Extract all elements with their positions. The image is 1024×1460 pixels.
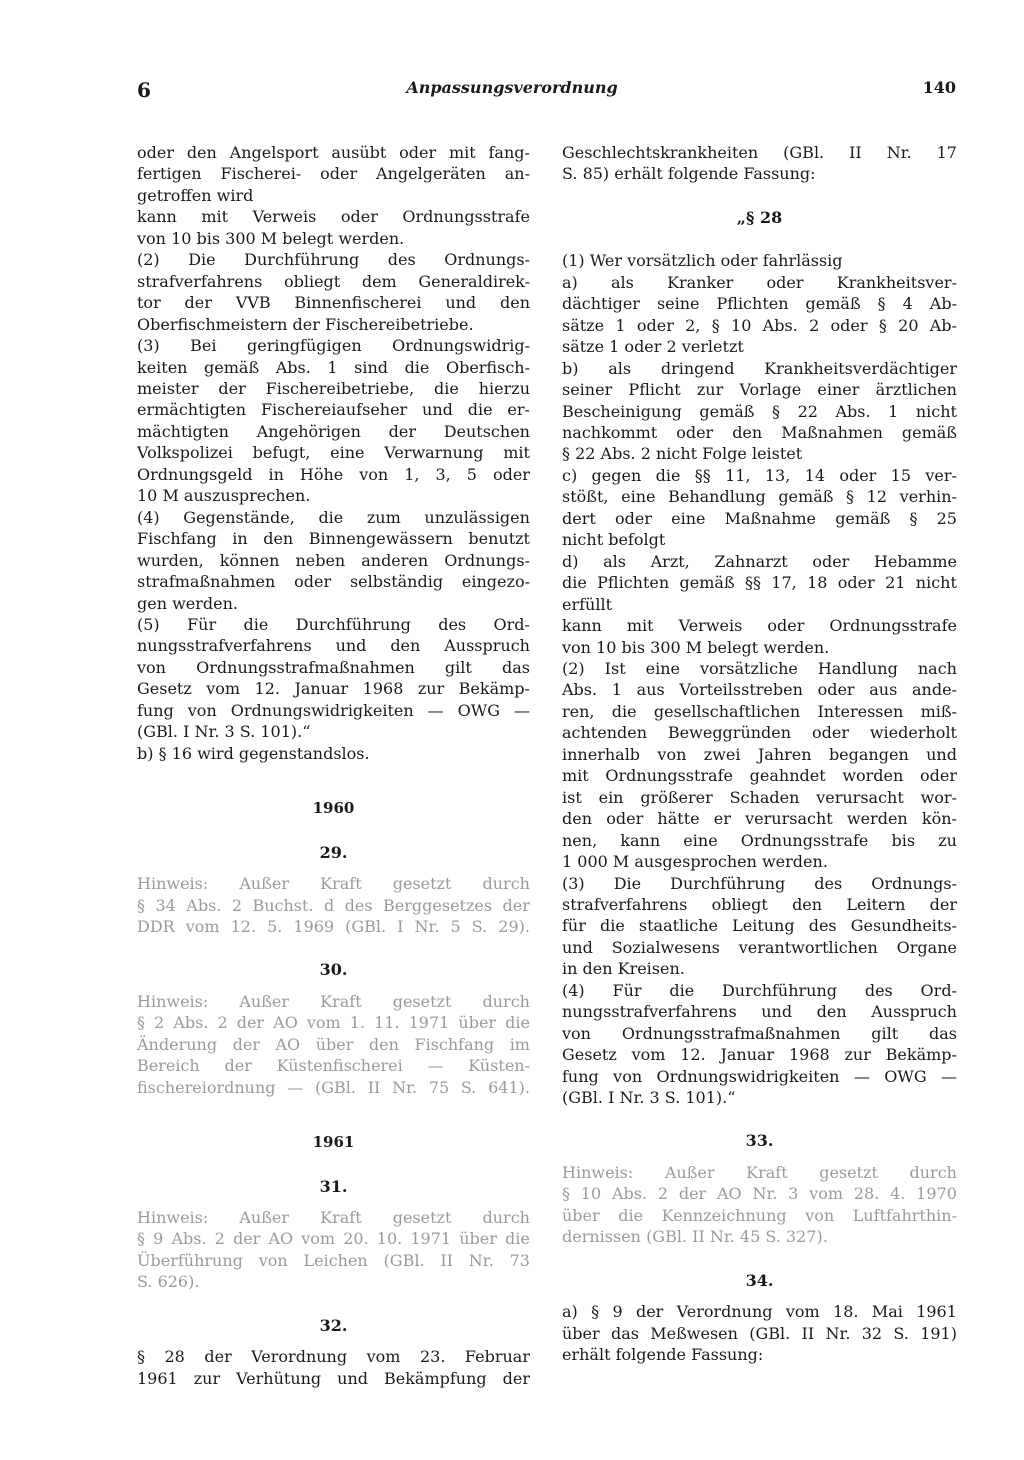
text-line: oder den Angelsport ausübt oder mit fang-	[137, 143, 530, 162]
text-line: nicht befolgt	[562, 530, 666, 550]
text-line: seiner Pflicht zur Vorlage einer ärztlichen	[562, 380, 957, 400]
section-number: 6	[137, 78, 151, 102]
text-line: (3) Bei geringfügigen Ordnungswidrig-	[137, 336, 530, 356]
spacer	[562, 1248, 957, 1270]
text-line: von Ordnungsstrafmaßnahmen gilt das	[562, 1023, 957, 1043]
text-line: S. 85) erhält folgende Fassung:	[562, 164, 816, 184]
text-line: wurden, können neben anderen Ordnungs-	[137, 550, 530, 570]
text-line: kann mit Verweis oder Ordnungsstrafe	[137, 207, 530, 227]
text-line: kann mit Verweis oder Ordnungsstrafe	[562, 616, 957, 636]
text-line: Oberfischmeistern der Fischereibetriebe.	[137, 314, 474, 334]
text-line: b) § 16 wird gegenstandslos.	[137, 743, 370, 763]
text-line: Volkspolizei befugt, eine Verwarnung mit	[137, 443, 530, 463]
repeal-note-line: Änderung der AO über den Fischfang im	[137, 1034, 530, 1054]
text-line: strafmaßnahmen oder selbständig eingezo-	[137, 572, 530, 592]
text-line: nen, kann eine Ordnungsstrafe bis zu	[562, 830, 957, 850]
text-line: mächtigten Angehörigen der Deutschen	[137, 421, 530, 441]
text-line: 10 M auszusprechen.	[137, 486, 311, 506]
repeal-note-line: Hinweis: Außer Kraft gesetzt durch	[137, 991, 530, 1011]
spacer	[137, 1293, 530, 1315]
repeal-note-line: Hinweis: Außer Kraft gesetzt durch	[137, 874, 530, 894]
text-line: fung von Ordnungswidrigkeiten — OWG —	[137, 700, 530, 720]
text-line: nungsstrafverfahrens und den Ausspruch	[562, 1002, 957, 1022]
repeal-note-line: Bereich der Küstenfischerei — Küsten-	[137, 1056, 530, 1076]
page-number: 140	[922, 78, 956, 97]
text-line: innerhalb von zwei Jahren begangen und	[562, 744, 957, 764]
text-line: in den Kreisen.	[562, 959, 685, 979]
text-line: Fischfang in den Binnengewässern benutzt	[137, 529, 530, 549]
text-line: c) gegen die §§ 11, 13, 14 oder 15 ver-	[562, 465, 957, 485]
text-line: (GBl. I Nr. 3 S. 101).“	[562, 1088, 736, 1108]
text-line: dächtiger seine Pflichten gemäß § 4 Ab-	[562, 294, 957, 314]
spacer	[137, 1197, 530, 1207]
year-heading: 1961	[312, 1133, 355, 1152]
text-line: den oder hätte er verursacht werden kön-	[562, 809, 957, 829]
spacer	[562, 1152, 957, 1162]
text-line: a) als Kranker oder Krankheitsver-	[562, 272, 957, 292]
text-line: ist ein größerer Schaden verursacht wor-	[562, 787, 957, 807]
text-line: und Sozialwesens verantwortlichen Organe	[562, 937, 957, 957]
page-title: Anpassungsverordnung	[406, 78, 618, 97]
spacer	[562, 185, 957, 207]
text-line: dert oder eine Maßnahme gemäß § 25	[562, 508, 957, 528]
text-line: ren, die gesellschaftlichen Interessen miß-	[562, 701, 957, 721]
spacer	[137, 863, 530, 873]
text-line: Geschlechtskrankheiten (GBl. II Nr. 17	[562, 143, 957, 162]
right-column	[562, 142, 957, 1366]
text-line: nungsstrafverfahrens und den Ausspruch	[137, 636, 530, 656]
repeal-note-line: über die Kennzeichnung von Luftfahrthin-	[562, 1205, 957, 1225]
text-line: mit Ordnungsstrafe geahndet worden oder	[562, 766, 957, 786]
spacer	[137, 981, 530, 991]
text-line: getroffen wird	[137, 185, 254, 205]
text-line: a) § 9 der Verordnung vom 18. Mai 1961	[562, 1302, 957, 1322]
spacer	[137, 937, 530, 959]
repeal-note-line: Hinweis: Außer Kraft gesetzt durch	[562, 1162, 957, 1182]
text-line: (5) Für die Durchführung des Ord-	[137, 614, 530, 634]
page-header	[0, 78, 1024, 104]
text-line: (4) Für die Durchführung des Ord-	[562, 980, 957, 1000]
repeal-note-line: § 34 Abs. 2 Buchst. d des Berggesetzes der	[137, 895, 530, 915]
text-line: stößt, eine Behandlung gemäß § 12 verhin-	[562, 487, 957, 507]
repeal-note-line: S. 626).	[137, 1272, 200, 1292]
repeal-note-line: fischereiordnung — (GBl. II Nr. 75 S. 641).	[137, 1077, 530, 1097]
text-line: Gesetz vom 12. Januar 1968 zur Bekämp-	[137, 679, 530, 699]
text-line: b) als dringend Krankheitsverdächtiger	[562, 358, 957, 378]
repeal-note-line: § 2 Abs. 2 der AO vom 1. 11. 1971 über die	[137, 1013, 530, 1033]
text-line: von 10 bis 300 M belegt werden.	[137, 228, 405, 248]
spacer	[137, 1336, 530, 1346]
text-line: gen werden.	[137, 593, 239, 613]
section-heading: 33.	[745, 1131, 774, 1151]
text-line: für die staatliche Leitung des Gesundheits-	[562, 916, 957, 936]
text-line: strafverfahrens obliegt den Leitern der	[562, 894, 957, 914]
section-heading: „§ 28	[736, 207, 783, 227]
text-line: tor der VVB Binnenfischerei und den	[137, 293, 530, 313]
text-line: erhält folgende Fassung:	[562, 1345, 764, 1365]
section-heading: 31.	[319, 1176, 348, 1196]
spacer	[562, 1291, 957, 1301]
text-line: keiten gemäß Abs. 1 sind die Oberfisch-	[137, 357, 530, 377]
section-heading: 34.	[745, 1270, 774, 1290]
text-line: fung von Ordnungswidrigkeiten — OWG —	[562, 1066, 957, 1086]
text-line: 1 000 M ausgesprochen werden.	[562, 852, 828, 872]
text-line: die Pflichten gemäß §§ 17, 18 oder 21 nicht	[562, 573, 957, 593]
text-line: (4) Gegenstände, die zum unzulässigen	[137, 507, 530, 527]
left-column	[137, 142, 530, 1389]
text-line: ermächtigten Fischereiaufseher und die er-	[137, 400, 530, 420]
repeal-note-line: § 10 Abs. 2 der AO Nr. 3 vom 28. 4. 1970	[562, 1184, 957, 1204]
text-line: Ordnungsgeld in Höhe von 1, 3, 5 oder	[137, 464, 530, 484]
text-line: sätze 1 oder 2 verletzt	[562, 337, 744, 357]
text-line: meister der Fischereibetriebe, die hierzu	[137, 378, 530, 398]
text-line: 1961 zur Verhütung und Bekämpfung der	[137, 1368, 530, 1388]
spacer	[137, 764, 530, 798]
text-line: Abs. 1 aus Vorteilsstreben oder aus ande-	[562, 680, 957, 700]
text-line: (1) Wer vorsätzlich oder fahrlässig	[562, 251, 843, 271]
text-line: (GBl. I Nr. 3 S. 101).“	[137, 722, 311, 742]
text-line: erfüllt	[562, 594, 613, 614]
repeal-note-line: § 9 Abs. 2 der AO vom 20. 10. 1971 über die	[137, 1229, 530, 1249]
text-line: (2) Die Durchführung des Ordnungs-	[137, 250, 530, 270]
repeal-note-line: Überführung von Leichen (GBl. II Nr. 73	[137, 1250, 530, 1270]
text-line: § 22 Abs. 2 nicht Folge leistet	[562, 444, 803, 464]
repeal-note-line: dernissen (GBl. II Nr. 45 S. 327).	[562, 1227, 828, 1247]
text-line: (3) Die Durchführung des Ordnungs-	[562, 873, 957, 893]
year-heading: 1960	[312, 799, 355, 818]
section-heading: 32.	[319, 1315, 348, 1335]
text-line: nachkommt oder den Maßnahmen gemäß	[562, 422, 957, 442]
spacer	[137, 1098, 530, 1132]
text-line: von 10 bis 300 M belegt werden.	[562, 637, 830, 657]
text-line: fertigen Fischerei- oder Angelgeräten an-	[137, 164, 530, 184]
text-line: achtenden Beweggründen oder wiederholt	[562, 723, 957, 743]
text-line: über das Meßwesen (GBl. II Nr. 32 S. 191)	[562, 1323, 957, 1343]
text-line: d) als Arzt, Zahnarzt oder Hebamme	[562, 551, 957, 571]
section-heading: 29.	[319, 842, 348, 862]
text-line: Gesetz vom 12. Januar 1968 zur Bekämp-	[562, 1045, 957, 1065]
text-line: § 28 der Verordnung vom 23. Februar	[137, 1347, 530, 1367]
text-line: von Ordnungsstrafmaßnahmen gilt das	[137, 657, 530, 677]
text-line: sätze 1 oder 2, § 10 Abs. 2 oder § 20 Ab-	[562, 315, 957, 335]
section-heading: 30.	[319, 960, 348, 980]
spacer	[137, 1154, 530, 1176]
repeal-note-line: DDR vom 12. 5. 1969 (GBl. I Nr. 5 S. 29).	[137, 916, 530, 936]
repeal-note-line: Hinweis: Außer Kraft gesetzt durch	[137, 1208, 530, 1228]
text-line: Bescheinigung gemäß § 22 Abs. 1 nicht	[562, 401, 957, 421]
spacer	[137, 820, 530, 842]
text-line: strafverfahrens obliegt dem Generaldirek-	[137, 271, 530, 291]
spacer	[562, 1108, 957, 1130]
text-line: (2) Ist eine vorsätzliche Handlung nach	[562, 658, 957, 678]
spacer	[562, 228, 957, 250]
